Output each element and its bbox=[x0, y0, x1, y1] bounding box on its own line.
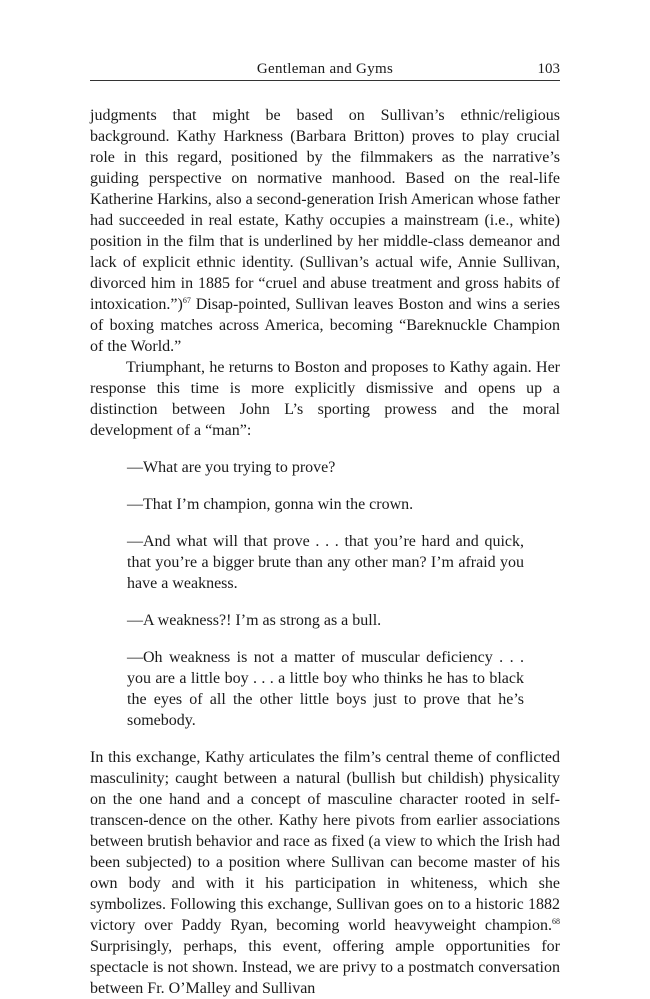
dialogue-line: —Oh weakness is not a matter of muscular deficiency . . . you are a little boy . . . a little boy who thinks he has to black the eyes of all the other little boys just to prove that he’s somebody. bbox=[127, 649, 524, 729]
dialogue-line: —That I’m champion, gonna win the crown. bbox=[127, 496, 414, 513]
page-number: 103 bbox=[537, 61, 560, 77]
body-text bbox=[90, 105, 560, 999]
running-head: Gentleman and Gyms bbox=[256, 61, 394, 77]
paragraph-3-text: In this exchange, Kathy articulates the film’s central theme of conflicted masculinity; caught between a natural (bullish but childish) physicality on the one hand and a concept of masculine character rooted in self-transcen-dence on the other. Kathy here pivots from earlier associations between brutish behavior and race as fixed (a view to which the Irish had been subjected) to a position where Sullivan can become master of his own body and with it his participation in whiteness, which she symbolizes. Following this exchange, Sullivan goes on to a historic 1882 victory over Paddy Ryan, becoming world heavyweight champion. bbox=[90, 749, 560, 934]
page-header bbox=[90, 58, 560, 81]
paragraph-1 bbox=[90, 105, 560, 357]
paragraph-3 bbox=[90, 747, 560, 999]
footnote-marker-67: 67 bbox=[182, 296, 191, 305]
dialogue-line: —What are you trying to prove? bbox=[127, 459, 336, 476]
paragraph-2: Triumphant, he returns to Boston and proposes to Kathy again. Her response this time is more explicitly dismissive and opens up a distinction between John L’s sporting prowess and the moral development of a “man”: bbox=[90, 359, 560, 439]
dialogue-line: —A weakness?! I’m as strong as a bull. bbox=[127, 612, 382, 629]
paragraph-1-continuation: Disap-pointed, Sullivan leaves Boston and wins a series of boxing matches across America, becoming “Bareknuckle Champion of the World.” bbox=[90, 296, 560, 355]
footnote-marker-68: 68 bbox=[552, 917, 560, 926]
paragraph-1-text: judgments that might be based on Sullivan’s ethnic/religious background. Kathy Harkness (Barbara Britton) proves to play crucial role in this regard, positioned by the filmmakers as the narrative’s guiding perspective on normative manhood. Based on the real-life Katherine Harkins, also a second-generation Irish American whose father had succeeded in real estate, Kathy occupies a mainstream (i.e., white) position in the film that is underlined by her middle-class demeanor and lack of explicit ethnic identity. (Sullivan’s actual wife, Annie Sullivan, divorced him in 1885 for “cruel and abuse treatment and gross habits of intoxication.”) bbox=[90, 107, 560, 313]
dialogue-block bbox=[127, 457, 524, 731]
book-page bbox=[90, 58, 560, 999]
dialogue-line: —And what will that prove . . . that you’re hard and quick, that you’re a bigger brute than any other man? I’m afraid you have a weakness. bbox=[127, 533, 524, 592]
paragraph-3-continuation: Surprisingly, perhaps, this event, offering ample opportunities for spectacle is not shown. Instead, we are privy to a postmatch conversation between Fr. O’Malley and Sullivan bbox=[90, 938, 560, 997]
